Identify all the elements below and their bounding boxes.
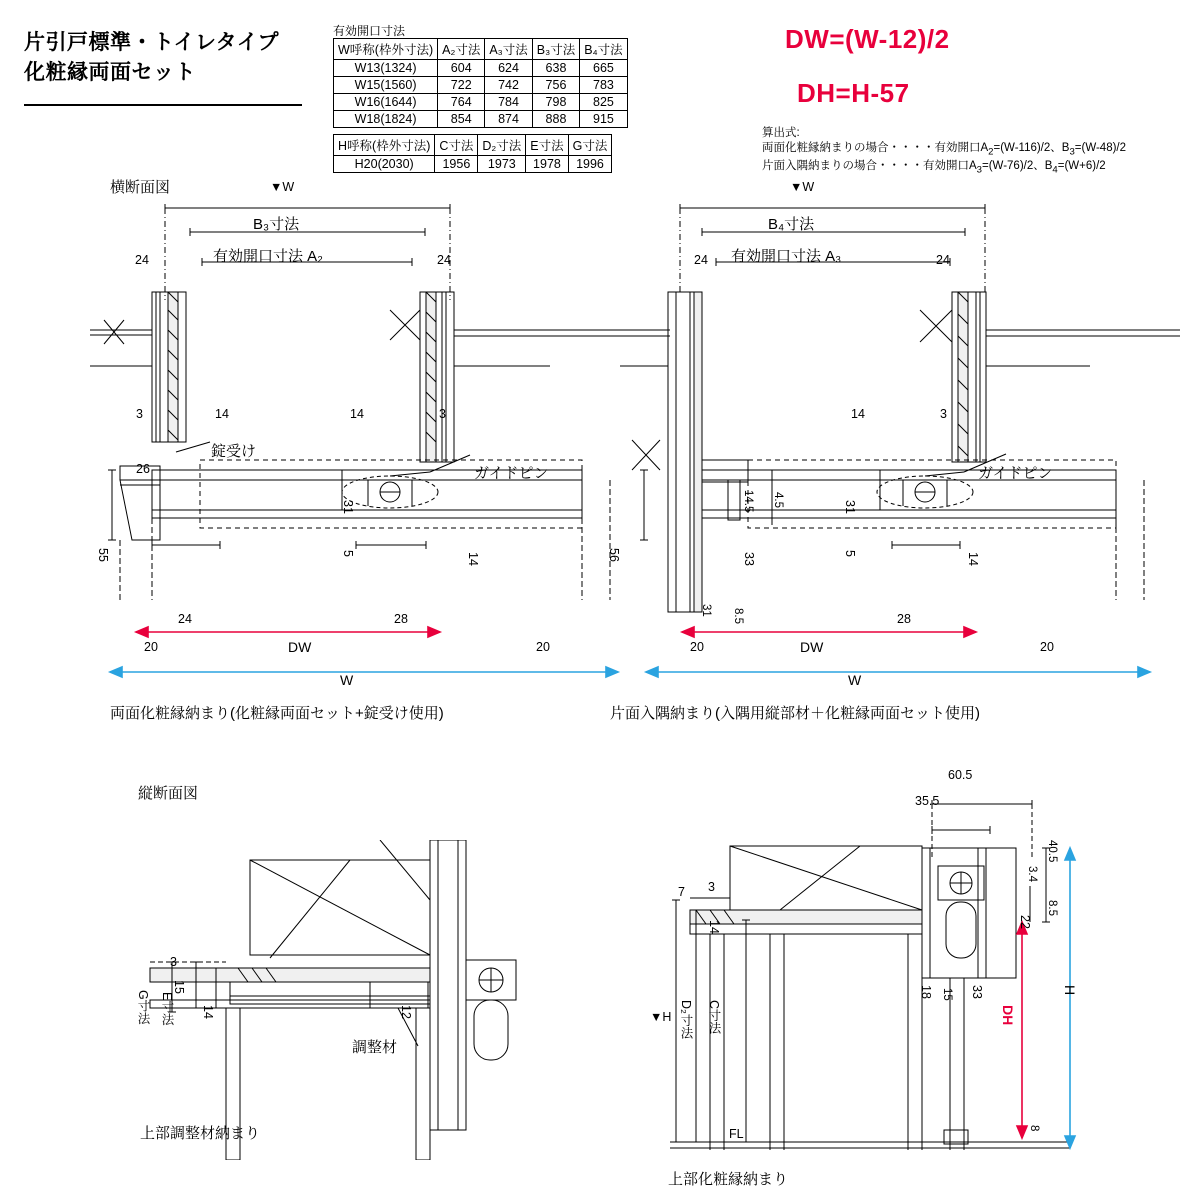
right-5: 5 [843, 550, 857, 557]
bottom-right-drawing [650, 790, 1110, 1180]
br-d2-dim: D₂寸法 [679, 1000, 693, 1039]
table-row [334, 94, 628, 111]
br-40-5: 40.5 [1046, 840, 1058, 863]
title-divider [24, 104, 302, 106]
left-opening-dim: 有効開口寸法 A₂ [213, 248, 323, 265]
right-8-5: 8.5 [732, 608, 744, 624]
bl-14: 14 [201, 1005, 215, 1019]
table-caption: 有効開口寸法 [333, 24, 406, 38]
cell: 764 [438, 94, 485, 111]
right-14-c: 14 [966, 552, 980, 566]
cell: 874 [485, 111, 532, 128]
br-8-5: 8.5 [1046, 900, 1058, 916]
table-row [334, 77, 628, 94]
calc-line2-text: 片面入隅納まりの場合・・・・有効開口A [762, 160, 977, 173]
left-w-mark: ▼W [270, 180, 295, 194]
calc-line-1 [762, 141, 1126, 159]
left-plan-caption: 両面化粧縁納まり(化粧縁両面セット+錠受け使用) [110, 705, 444, 722]
right-20-a: 20 [690, 640, 704, 654]
left-24-b: 24 [437, 253, 451, 267]
br-c-dim: C寸法 [707, 1000, 721, 1035]
br-h-label: H [1062, 985, 1078, 996]
width-table [333, 38, 628, 128]
left-24-c: 24 [178, 612, 192, 626]
cell: 638 [532, 60, 579, 77]
bl-15: 15 [172, 980, 186, 994]
left-14-a: 14 [215, 407, 229, 421]
page-title [24, 28, 279, 88]
cell: W15(1560) [334, 77, 438, 94]
cell: 624 [485, 60, 532, 77]
formula-dh: DH=H-57 [797, 78, 910, 108]
left-guide-pin-label: ガイドピン [474, 465, 549, 482]
left-28: 28 [394, 612, 408, 626]
left-plan-drawing [90, 180, 670, 690]
cell: 783 [580, 77, 627, 94]
calc-note [762, 126, 1126, 178]
br-14: 14 [707, 920, 721, 934]
left-31: 31 [341, 500, 355, 514]
calc-line1-text: 両面化粧縁納まりの場合・・・・有効開口A [762, 142, 989, 154]
right-4-5: 4.5 [772, 492, 784, 508]
horizontal-section-label: 横断面図 [110, 179, 171, 196]
cell: 604 [438, 60, 485, 77]
right-14-a: 14 [851, 407, 865, 421]
left-20-a: 20 [144, 640, 158, 654]
br-15: 15 [941, 988, 953, 1001]
col-a2: A₂寸法 [438, 39, 485, 60]
formula-dw: DW=(W-12)/2 [785, 24, 950, 54]
br-dh-label: DH [1000, 1005, 1016, 1026]
cell: 1956 [435, 156, 478, 173]
bottom-left-drawing [130, 840, 560, 1160]
cell: W18(1824) [334, 111, 438, 128]
left-b3-dim: B₃寸法 [253, 216, 300, 233]
br-35-5: 35.5 [915, 794, 940, 808]
left-3-a: 3 [136, 407, 143, 421]
left-3-b: 3 [439, 407, 446, 421]
br-7: 7 [678, 885, 685, 899]
right-28: 28 [897, 612, 911, 626]
right-w-label: W [848, 672, 862, 688]
cell: 784 [485, 94, 532, 111]
right-dw-label: DW [800, 639, 824, 655]
calc-line2-rest2: =(W+6)/2 [1057, 160, 1106, 173]
page-title-line1: 片引戸標準・トイレタイプ [24, 31, 280, 54]
cell: 915 [580, 111, 627, 128]
bottom-left-caption: 上部調整材納まり [140, 1125, 261, 1142]
calc-line2-sub2: 4 [1052, 164, 1058, 176]
vertical-section-label: 縦断面図 [138, 785, 199, 802]
left-14-b: 14 [350, 407, 364, 421]
calc-title: 算出式: [762, 127, 800, 139]
calc-line1-sub2: 3 [1069, 146, 1075, 158]
page-title-line2: 化粧縁両面セット [24, 61, 196, 84]
br-18: 18 [919, 985, 933, 999]
cell: 888 [532, 111, 579, 128]
left-24-a: 24 [135, 253, 149, 267]
right-31-a: 31 [843, 500, 857, 514]
left-55: 55 [96, 548, 110, 562]
calc-line2-sub: 3 [976, 164, 982, 176]
col-d2: D₂寸法 [478, 135, 526, 156]
calc-line1-rest2: =(W-48)/2 [1074, 142, 1127, 154]
cell: W16(1644) [334, 94, 438, 111]
col-g: G寸法 [568, 135, 612, 156]
col-w: W呼称(枠外寸法) [334, 39, 438, 60]
right-3: 3 [940, 407, 947, 421]
table-row [334, 156, 612, 173]
col-c: C寸法 [435, 135, 478, 156]
bl-e-dim: E寸法 [160, 992, 174, 1026]
br-22: 22 [1018, 915, 1032, 929]
bl-g-dim: G寸法 [136, 990, 150, 1025]
right-opening-dim: 有効開口寸法 A₃ [731, 248, 842, 265]
bl-3: 3 [170, 955, 177, 969]
right-14-5: 14.5 [742, 490, 754, 513]
cell: 1996 [568, 156, 612, 173]
cell: 742 [485, 77, 532, 94]
right-24-a: 24 [694, 253, 708, 267]
col-e: E寸法 [526, 135, 568, 156]
col-a3: A₃寸法 [485, 39, 532, 60]
right-31-b: 31 [700, 604, 712, 617]
calc-line1-rest: =(W-116)/2、B [993, 142, 1070, 154]
left-dw-label: DW [288, 639, 312, 655]
cell: 798 [532, 94, 579, 111]
right-guide-pin-label: ガイドピン [978, 465, 1053, 482]
left-w-label: W [340, 672, 354, 688]
right-20-b: 20 [1040, 640, 1054, 654]
cell: 722 [438, 77, 485, 94]
right-33: 33 [742, 552, 756, 566]
col-h: H呼称(枠外寸法) [334, 135, 435, 156]
calc-line-2 [762, 159, 1126, 177]
table-row [334, 111, 628, 128]
left-5: 5 [341, 550, 355, 557]
right-56: 56 [607, 548, 621, 562]
br-3: 3 [708, 880, 715, 894]
table-row [334, 60, 628, 77]
cell: 1978 [526, 156, 568, 173]
br-fl-label: FL [729, 1127, 744, 1141]
calc-line2-rest: =(W-76)/2、B [982, 160, 1053, 173]
calc-line1-sub: 2 [988, 146, 994, 158]
left-lock-label: 錠受け [211, 443, 257, 460]
right-w-mark: ▼W [790, 180, 815, 194]
br-8: 8 [1028, 1125, 1040, 1132]
bottom-right-caption: 上部化粧縁納まり [668, 1171, 789, 1188]
height-table [333, 134, 612, 173]
right-24-b: 24 [936, 253, 950, 267]
cell: 665 [580, 60, 627, 77]
col-b3: B₃寸法 [532, 39, 579, 60]
bl-adjust-label: 調整材 [352, 1039, 398, 1056]
col-b4: B₄寸法 [580, 39, 627, 60]
left-26: 26 [136, 462, 150, 476]
bl-12: 12 [399, 1005, 413, 1019]
cell: 756 [532, 77, 579, 94]
br-60-5: 60.5 [948, 768, 973, 782]
br-h-mark: ▼H [650, 1010, 672, 1024]
cell: W13(1324) [334, 60, 438, 77]
right-plan-caption: 片面入隅納まり(入隅用縦部材＋化粧縁両面セット使用) [610, 705, 980, 722]
table-header-row [334, 39, 628, 60]
br-3-4: 3.4 [1026, 866, 1038, 882]
br-33: 33 [970, 985, 984, 999]
left-20-b: 20 [536, 640, 550, 654]
left-14-c: 14 [466, 552, 480, 566]
right-b4-dim: B₄寸法 [768, 216, 815, 233]
cell: 854 [438, 111, 485, 128]
cell: H20(2030) [334, 156, 435, 173]
cell: 1973 [478, 156, 526, 173]
table-header-row [334, 135, 612, 156]
cell: 825 [580, 94, 627, 111]
